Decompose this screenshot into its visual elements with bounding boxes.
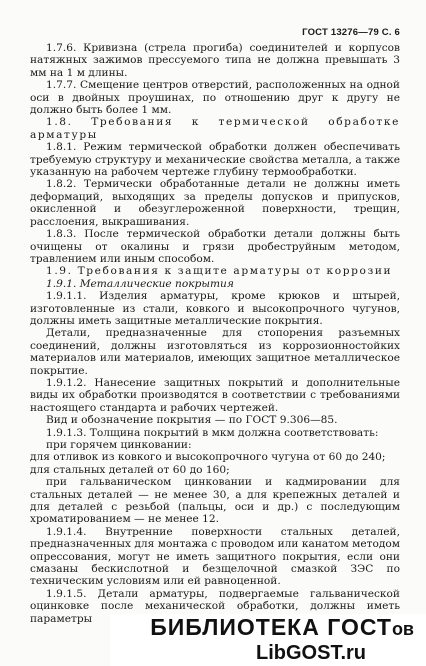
document-body bbox=[30, 42, 400, 625]
paragraph: для отливок из ковкого и высокопрочного чугуна от 60 до 240; bbox=[30, 451, 386, 464]
paragraph: 1.7.6. Кривизна (стрела прогиба) соединителей и корпусов натяжных зажимов прессуемого типа не должна превышать 3 мм на 1 м длины. bbox=[30, 42, 400, 79]
paragraph: 1.8.3. После термической обработки детали должны быть очищены от окалины и грязи дробеструйным методом, травлением или иным способом. bbox=[30, 228, 400, 265]
paragraph: 1.7.7. Смещение центров отверстий, расположенных на одной оси в двойных проушинах, по отношению друг к другу не должно быть более 1 мм. bbox=[30, 79, 400, 117]
paragraph: 1.9.1.1. Изделия арматуры, кроме крюков и штырей, изготовленные из стали, ковкого и высокопрочного чугунов, должны иметь защитные металлические покрытия. bbox=[30, 290, 400, 327]
page-header: ГОСТ 13276—79 С. 6 bbox=[302, 27, 400, 38]
paragraph: 1.9.1.5. Детали арматуры, подвергаемые гальванической оцинковке после механической обработки, должны иметь параметры bbox=[30, 587, 400, 625]
paragraph: Детали, предназначенные для стопорения разъемных соединений, должны изготовляться из коррозионностойких материалов или материалов, имеющих защитное металлическое покрытие. bbox=[30, 327, 400, 377]
paragraph: 1.9.1.3. Толщина покрытий в мкм должна соответствовать: bbox=[46, 426, 379, 439]
paragraph: при гальваническом цинковании и кадмировании для стальных деталей — не менее 30, а для крепежных деталей и для деталей с резьбой (пальцы, оси и др.) с последующим хроматированием — не менее 12. bbox=[30, 476, 400, 526]
watermark-library-text: БИБЛИОТЕКА ГОСТов bbox=[150, 614, 414, 640]
section-heading: 1.9. Требования к защите арматуры от коррозии bbox=[46, 265, 393, 278]
watermark bbox=[110, 614, 426, 666]
paragraph: 1.9.1.4. Внутренние поверхности стальных деталей, предназначенных для монтажа с проводом или канатом методом опрессования, могут не иметь защитного покрытия, если они смазаны бескислотной и безщелочной смазкой ЗЭС по техническим условиям или ей равноценной. bbox=[30, 525, 400, 588]
paragraph: Вид и обозначение покрытия — по ГОСТ 9.306—85. bbox=[46, 414, 338, 427]
section-heading: 1.8. Требования к термической обработке арматуры bbox=[30, 116, 400, 141]
paragraph: для стальных деталей от 60 до 160; bbox=[30, 463, 230, 476]
paragraph: при горячем цинковании: bbox=[46, 439, 192, 451]
paragraph: 1.8.1. Режим термической обработки должен обеспечивать требуемую структуру и механические свойства металла, а также указанную на рабочем чертеже глубину термообработки. bbox=[30, 141, 400, 179]
paragraph: 1.9.1.2. Нанесение защитных покрытий и дополнительные виды их обработки производятся в соответствии с требованиями настоящего стандарта и рабочих чертежей. bbox=[30, 376, 400, 414]
watermark-site-text: LibGOST.ru bbox=[256, 642, 366, 664]
paragraph: 1.8.2. Термически обработанные детали не должны иметь деформаций, выходящих за пределы допусков и припусков, окисленной и обезуглероженной поверхности, трещин, расслоения, выкрашивания. bbox=[30, 178, 400, 228]
subsection-heading: 1.9.1. Металлические покрытия bbox=[46, 277, 234, 290]
